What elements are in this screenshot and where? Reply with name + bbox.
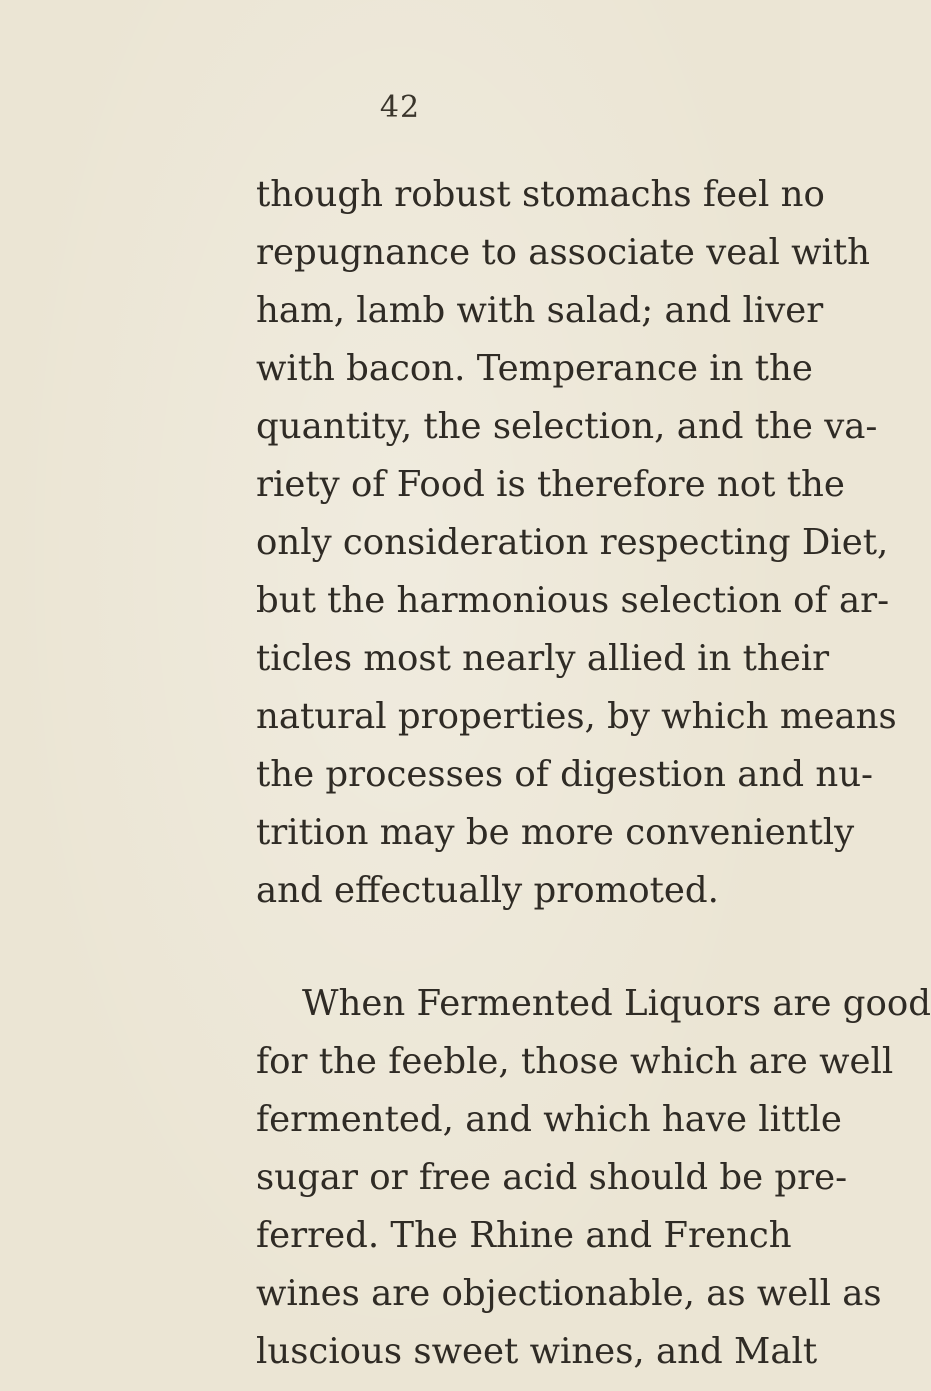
text-line: the processes of digestion and nu- — [256, 754, 874, 795]
text-line: ferred. The Rhine and French — [256, 1215, 792, 1256]
text-line: quantity, the selection, and the va- — [256, 406, 878, 447]
text-line: with bacon. Temperance in the — [256, 348, 813, 389]
text-line: sugar or free acid should be pre- — [256, 1157, 848, 1198]
text-line: When Fermented Liquors are good — [302, 983, 931, 1024]
text-line: riety of Food is therefore not the — [256, 464, 845, 505]
text-line: only consideration respecting Diet, — [256, 522, 889, 563]
text-line: wines are objectionable, as well as — [256, 1273, 882, 1314]
text-line: trition may be more conveniently — [256, 812, 855, 853]
page-number: 42 — [379, 90, 421, 125]
text-line: ticles most nearly allied in their — [256, 638, 830, 679]
text-line: luscious sweet wines, and Malt — [256, 1331, 818, 1372]
text-line: but the harmonious selection of ar- — [256, 580, 890, 621]
text-line: fermented, and which have little — [256, 1099, 842, 1140]
text-line: repugnance to associate veal with — [256, 232, 870, 273]
text-line: natural properties, by which means — [256, 696, 897, 737]
text-line: though robust stomachs feel no — [256, 174, 825, 215]
text-line: for the feeble, those which are well — [256, 1041, 894, 1082]
text-line: ham, lamb with salad; and liver — [256, 290, 824, 331]
text-line: and effectually promoted. — [256, 870, 719, 911]
